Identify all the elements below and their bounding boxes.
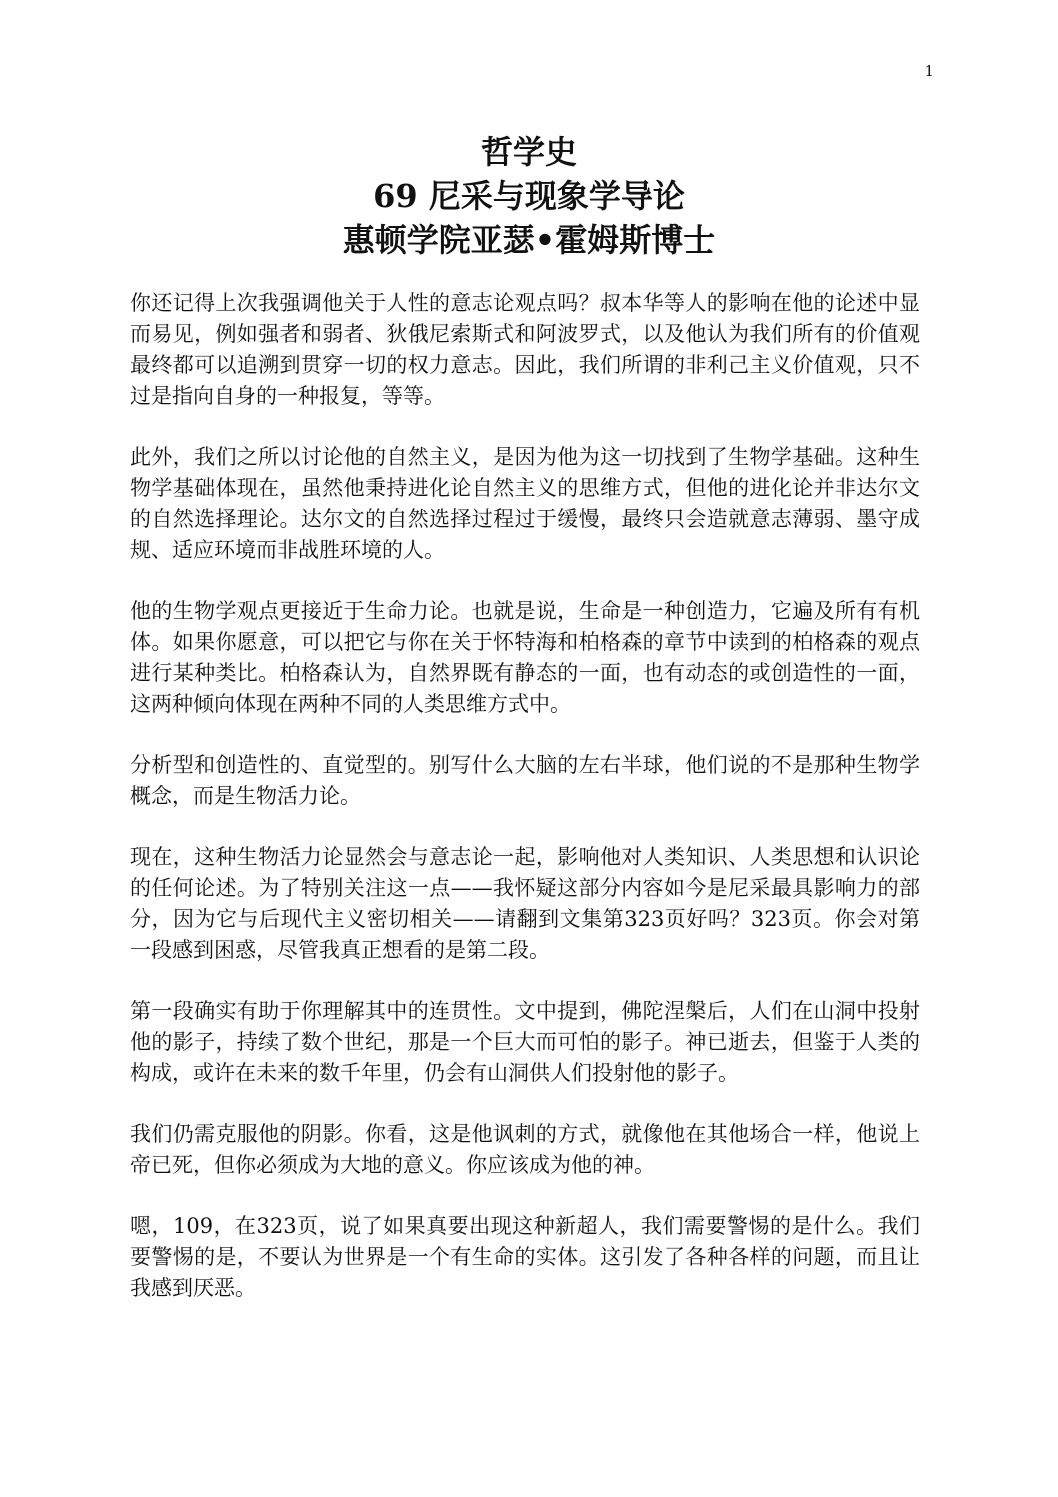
title-course: 哲学史 — [480, 133, 577, 171]
paragraph: 你还记得上次我强调他关于人性的意志论观点吗？叔本华等人的影响在他的论述中显而易见，例如强者和弱者、狄俄尼索斯式和阿波罗式，以及他认为我们所有的价值观最终都可以追溯到贯穿一切的权力意志。因此，我们所谓的非利己主义价值观，只不过是指向自身的一种报复，等等。 — [130, 291, 920, 408]
title-lecture: 69 尼采与现象学导论 — [373, 177, 685, 215]
document-body — [130, 288, 920, 1334]
document-title — [0, 130, 1058, 262]
page-number: 1 — [924, 62, 934, 80]
title-author: 惠顿学院亚瑟•霍姆斯博士 — [342, 221, 716, 259]
paragraph: 嗯，109，在323页，说了如果真要出现这种新超人，我们需要警惕的是什么。我们要警惕的是，不要认为世界是一个有生命的实体。这引发了各种各样的问题，而且让我感到厌恶。 — [130, 1214, 920, 1300]
paragraph: 现在，这种生物活力论显然会与意志论一起，影响他对人类知识、人类思想和认识论的任何论述。为了特别关注这一点——我怀疑这部分内容如今是尼采最具影响力的部分，因为它与后现代主义密切相关——请翻到文集第323页好吗？323页。你会对第一段感到困惑，尽管我真正想看的是第二段。 — [130, 845, 920, 962]
paragraph: 此外，我们之所以讨论他的自然主义，是因为他为这一切找到了生物学基础。这种生物学基础体现在，虽然他秉持进化论自然主义的思维方式，但他的进化论并非达尔文的自然选择理论。达尔文的自然选择过程过于缓慢，最终只会造就意志薄弱、墨守成规、适应环境而非战胜环境的人。 — [130, 445, 920, 562]
paragraph: 他的生物学观点更接近于生命力论。也就是说，生命是一种创造力，它遍及所有有机体。如果你愿意，可以把它与你在关于怀特海和柏格森的章节中读到的柏格森的观点进行某种类比。柏格森认为，自然界既有静态的一面，也有动态的或创造性的一面，这两种倾向体现在两种不同的人类思维方式中。 — [130, 599, 920, 716]
paragraph: 第一段确实有助于你理解其中的连贯性。文中提到，佛陀涅槃后，人们在山洞中投射他的影子，持续了数个世纪，那是一个巨大而可怕的影子。神已逝去，但鉴于人类的构成，或许在未来的数千年里，仍会有山洞供人们投射他的影子。 — [130, 999, 920, 1085]
paragraph: 分析型和创造性的、直觉型的。别写什么大脑的左右半球，他们说的不是那种生物学概念，而是生物活力论。 — [130, 753, 920, 808]
paragraph: 我们仍需克服他的阴影。你看，这是他讽刺的方式，就像他在其他场合一样，他说上帝已死，但你必须成为大地的意义。你应该成为他的神。 — [130, 1122, 920, 1177]
